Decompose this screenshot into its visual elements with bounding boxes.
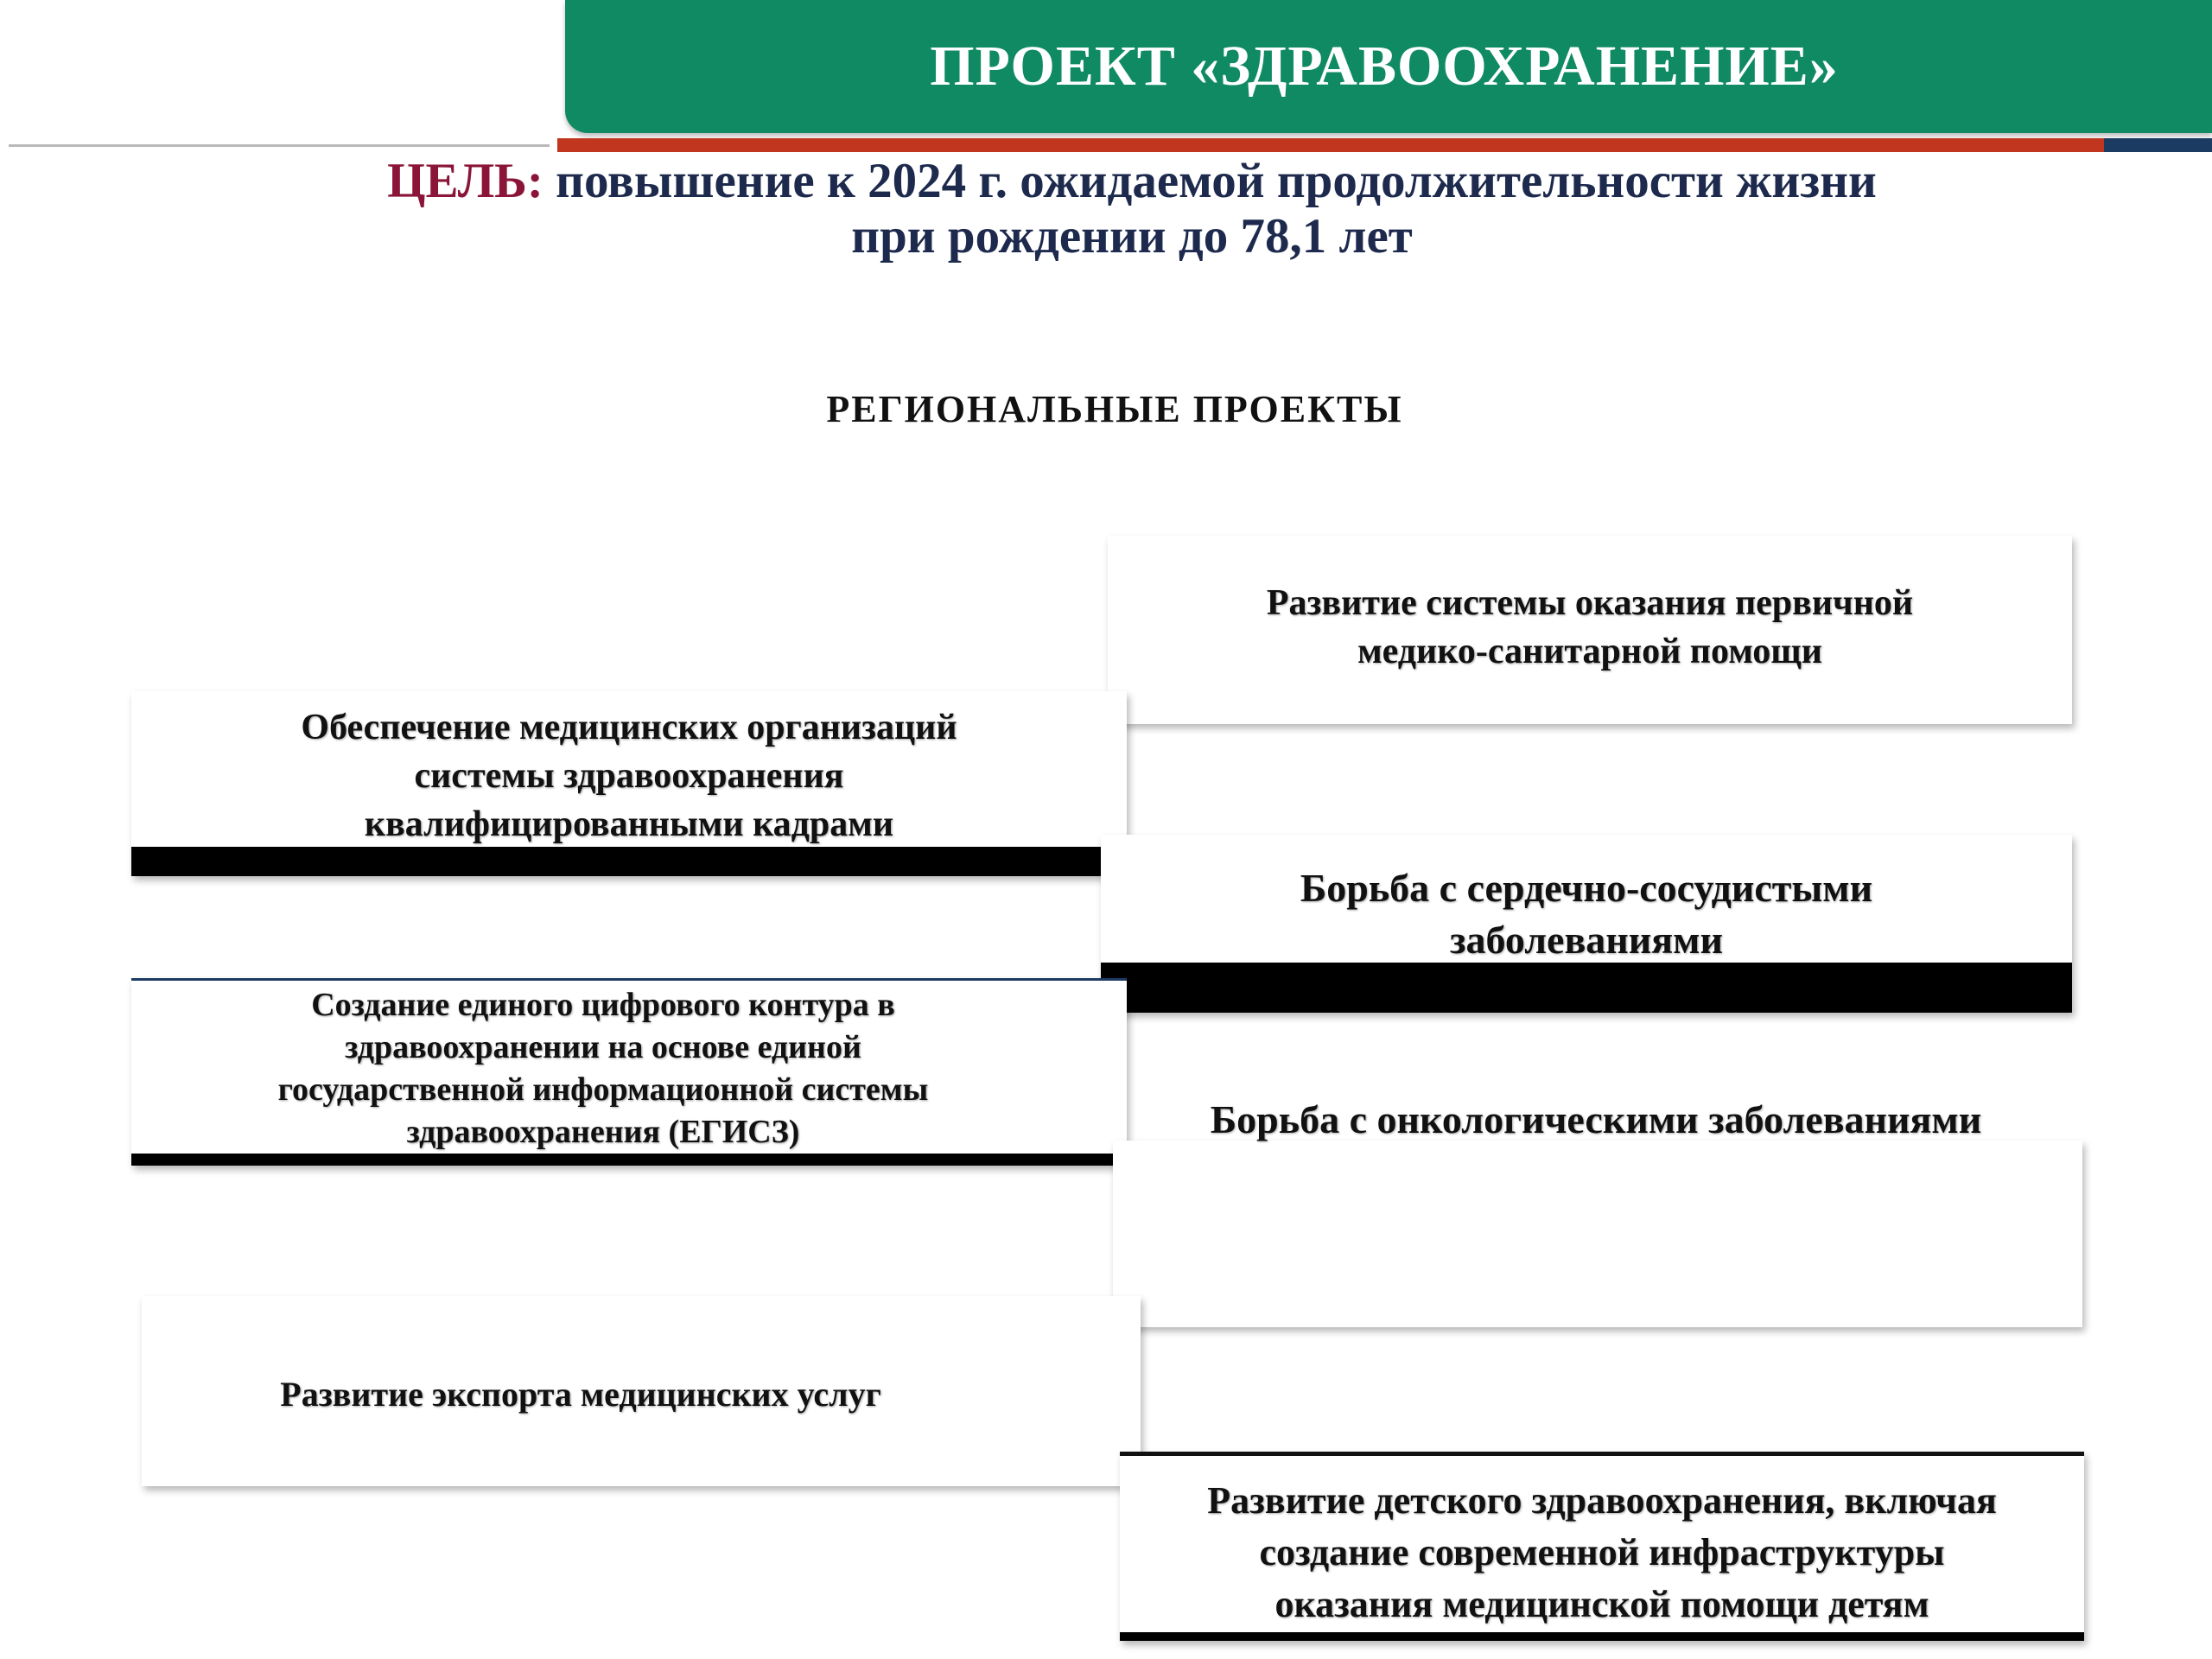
- project-oncology: [1109, 1089, 2082, 1158]
- goal-line-1: [156, 154, 2108, 209]
- goal-text-2: при рождении до 78,1 лет: [851, 209, 1413, 264]
- project-line: Создание единого цифрового контура в: [311, 987, 895, 1023]
- project-line: оказания медицинской помощи детям: [1274, 1583, 1929, 1625]
- project-primary-care: [1108, 536, 2072, 724]
- project-primary-care-text: [1108, 579, 2072, 676]
- project-line: здравоохранении на основе единой: [345, 1029, 861, 1065]
- project-line: создание современной инфраструктуры: [1259, 1531, 1945, 1573]
- project-line: здравоохранения (ЕГИСЗ): [406, 1114, 800, 1150]
- project-line: квалифицированными кадрами: [364, 804, 894, 844]
- accent-bar-navy: [2104, 138, 2212, 152]
- goal-statement: [156, 154, 2108, 264]
- project-line: медико-санитарной помощи: [1357, 632, 1822, 671]
- box-underline-bar: [1120, 1632, 2084, 1641]
- project-line: заболеваниями: [1449, 918, 1724, 962]
- accent-bar-red: [557, 138, 2104, 152]
- goal-label: ЦЕЛЬ:: [387, 154, 543, 208]
- title-banner: [565, 0, 2212, 133]
- project-staffing-text: [131, 703, 1127, 849]
- project-cardio: [1101, 835, 2072, 1013]
- project-line: государственной информационной системы: [277, 1071, 929, 1108]
- project-line: Развитие детского здравоохранения, включая: [1207, 1479, 1997, 1522]
- project-children-text: [1120, 1475, 2084, 1630]
- box-underline-bar: [131, 847, 1127, 876]
- slide-title: ПРОЕКТ «ЗДРАВООХРАНЕНИЕ»: [930, 35, 1839, 98]
- project-digital: [131, 978, 1127, 1166]
- project-line: системы здравоохранения: [414, 756, 844, 796]
- project-cardio-text: [1101, 862, 2072, 966]
- section-title: РЕГИОНАЛЬНЫЕ ПРОЕКТЫ: [826, 388, 1403, 430]
- project-line: Развитие системы оказания первичной: [1266, 583, 1914, 623]
- box-underline-bar: [131, 1154, 1127, 1166]
- project-line: Обеспечение медицинских организаций: [301, 708, 957, 747]
- project-line: Борьба с сердечно-сосудистыми: [1300, 866, 1873, 910]
- project-export-text: Развитие экспорта медицинских услуг: [280, 1375, 881, 1414]
- project-export: [142, 1296, 1141, 1486]
- project-children: [1120, 1452, 2084, 1641]
- divider-line: [9, 144, 550, 147]
- project-oncology-text: Борьба с онкологическими заболеваниями: [1210, 1097, 1982, 1141]
- goal-text-1: повышение к 2024 г. ожидаемой продолжительности жизни: [556, 154, 1877, 208]
- box-underline-bar: [1101, 963, 2072, 1013]
- project-oncology-box: [1113, 1141, 2082, 1327]
- project-digital-text: [79, 984, 1127, 1154]
- project-staffing: [131, 691, 1127, 876]
